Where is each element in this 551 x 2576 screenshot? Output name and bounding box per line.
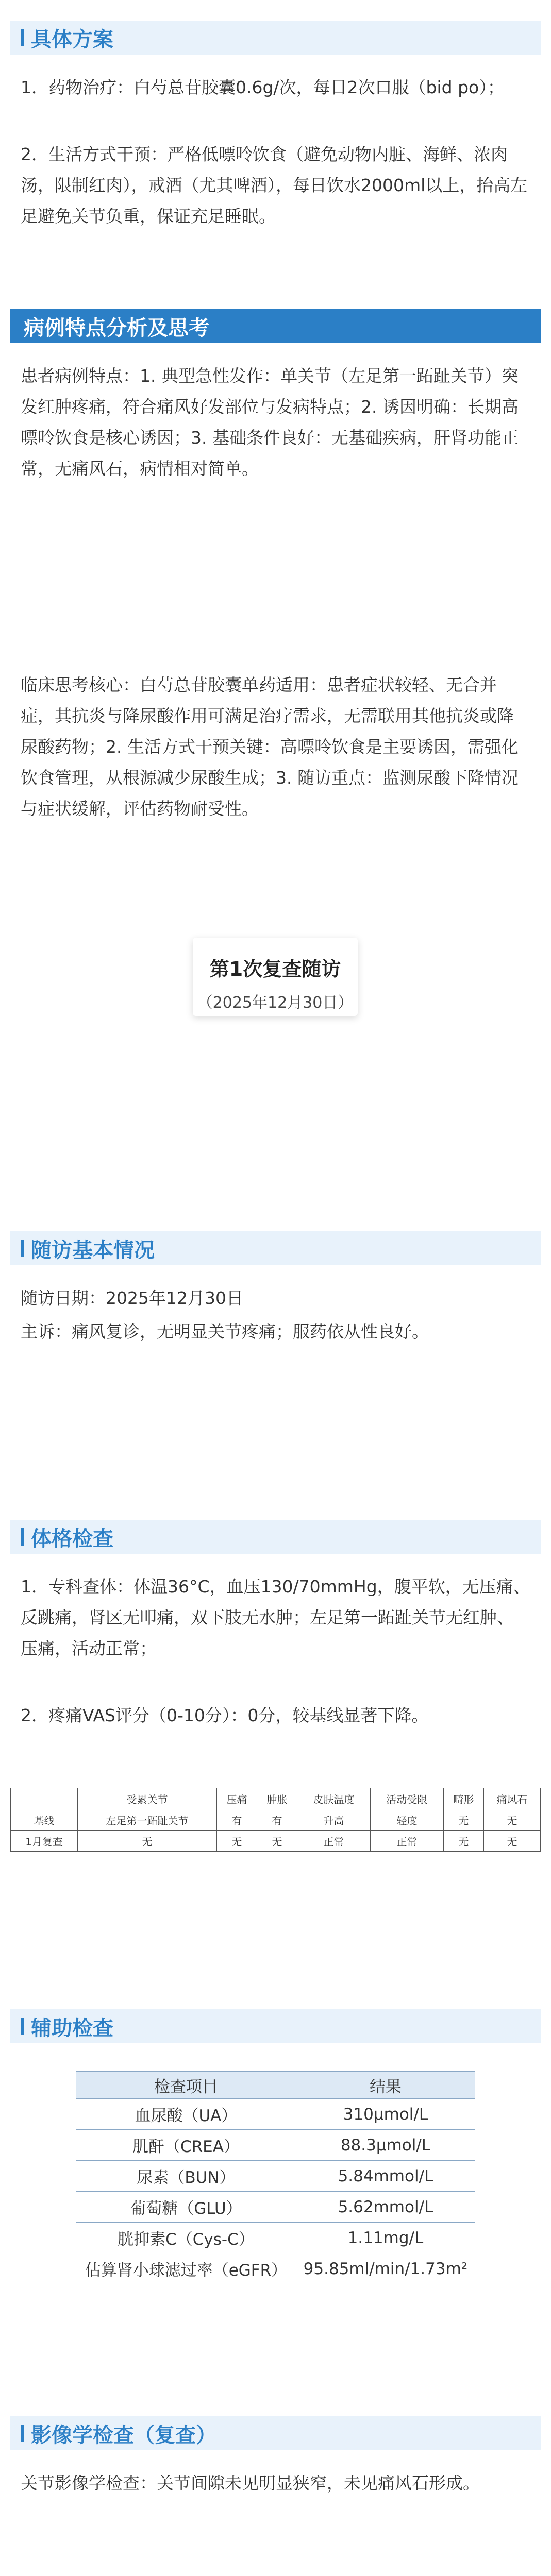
table-header-cell: 畸形 (443, 1788, 483, 1809)
followup-date: 随访日期：2025年12月30日 (21, 1288, 243, 1308)
table-cell: 升高 (297, 1809, 371, 1831)
exam-item-1: 1．专科查体：体温36°C，血压130/70mmHg，腹平软，无压痛、反跳痛，肾区无叩痛，双下肢无水肿；左足第一跖趾关节无红肿、压痛，活动正常； (21, 1577, 530, 1658)
table-header-cell: 压痛 (216, 1788, 257, 1809)
analysis-paragraph-1: 患者病例特点：1. 典型急性发作：单关节（左足第一跖趾关节）突发红肿疼痛，符合痛风好发部位与发病特点；2. 诱因明确：长期高嘌呤饮食是核心诱因；3. 基础条件良好：无基础疾病，肝肾功能正常，无痛风石，病情相对简单。 (21, 366, 519, 479)
plan-item-2: 2．生活方式干预：严格低嘌呤饮食（避免动物内脏、海鲜、浓肉汤，限制红肉），戒酒（尤其啤酒），每日饮水2000ml以上，抬高左足避免关节负重，保证充足睡眠。 (21, 144, 528, 226)
table-header-row (11, 1788, 541, 1809)
section-title-exam (10, 1520, 541, 1554)
table-cell: 估算肾小球滤过率（eGFR） (76, 2253, 296, 2284)
table-cell: 肌酐（CREA） (76, 2130, 296, 2161)
visit-date: （2025年12月30日） (197, 994, 354, 1012)
table-header-cell: 活动受限 (370, 1788, 443, 1809)
table-header-cell: 肿胀 (257, 1788, 297, 1809)
table-cell: 1.11mg/L (296, 2223, 475, 2253)
table-header-cell (11, 1788, 78, 1809)
table-header-cell: 检查项目 (76, 2072, 296, 2099)
table-cell: 有 (257, 1809, 297, 1831)
table-header-row (76, 2072, 475, 2099)
exam-item-2: 2．疼痛VAS评分（0-10分）：0分，较基线显著下降。 (21, 1705, 429, 1725)
table-cell: 葡萄糖（GLU） (76, 2192, 296, 2223)
table-cell: 血尿酸（UA） (76, 2099, 296, 2130)
table-cell: 基线 (11, 1809, 78, 1831)
section-title-aux (10, 2009, 541, 2043)
table-row (76, 2192, 475, 2223)
section-title-text: 病例特点分析及思考 (24, 316, 209, 340)
plan-item-1: 1．药物治疗：白芍总苷胶囊0.6g/次，每日2次口服（bid po）； (21, 77, 505, 97)
table-cell: 310μmol/L (296, 2099, 475, 2130)
section-title-text: 体格检查 (31, 1527, 113, 1551)
table-cell: 轻度 (370, 1809, 443, 1831)
table-header-cell: 痛风石 (483, 1788, 540, 1809)
section-title-text: 随访基本情况 (31, 1238, 155, 1262)
table-cell: 无 (443, 1809, 483, 1831)
table-cell: 1月复查 (11, 1831, 78, 1852)
exam-comparison-table (10, 1788, 541, 1852)
table-cell: 无 (216, 1831, 257, 1852)
table-cell: 尿素（BUN） (76, 2161, 296, 2192)
section-title-imaging (10, 2416, 541, 2450)
table-cell: 无 (257, 1831, 297, 1852)
section-title-text: 影像学检查（复查） (31, 2423, 216, 2447)
table-cell: 胱抑素C（Cys-C） (76, 2223, 296, 2253)
section-title-text: 辅助检查 (31, 2016, 113, 2040)
section-title-analysis (10, 309, 541, 343)
table-row (76, 2161, 475, 2192)
section-title-text: 具体方案 (31, 27, 113, 52)
table-row (76, 2099, 475, 2130)
table-row (76, 2253, 475, 2284)
table-cell: 无 (483, 1831, 540, 1852)
table-row (11, 1809, 541, 1831)
table-cell: 95.85ml/min/1.73m² (296, 2253, 475, 2284)
visit-title: 第1次复查随访 (209, 958, 341, 980)
table-cell: 无 (483, 1809, 540, 1831)
lab-results-table (76, 2071, 475, 2284)
table-cell: 有 (216, 1809, 257, 1831)
imaging-text: 关节影像学检查：关节间隙未见明显狭窄，未见痛风石形成。 (21, 2473, 480, 2493)
table-cell: 5.62mmol/L (296, 2192, 475, 2223)
table-cell: 正常 (370, 1831, 443, 1852)
table-cell: 左足第一跖趾关节 (78, 1809, 216, 1831)
analysis-paragraph-2: 临床思考核心：白芍总苷胶囊单药适用：患者症状较轻、无合并症，其抗炎与降尿酸作用可满足治疗需求，无需联用其他抗炎或降尿酸药物；2. 生活方式干预关键：高嘌呤饮食是主要诱因，需强化饮食管理，从根源减少尿酸生成；3. 随访重点：监测尿酸下降情况与症状缓解，评估药物耐受性。 (21, 675, 519, 819)
section-title-plan (10, 21, 541, 55)
table-row (76, 2130, 475, 2161)
table-row (11, 1831, 541, 1852)
table-header-cell: 结果 (296, 2072, 475, 2099)
visit-card (193, 938, 358, 1016)
section-title-followup (10, 1231, 541, 1265)
followup-complaint: 主诉：痛风复诊，无明显关节疼痛；服药依从性良好。 (21, 1321, 429, 1342)
table-cell: 无 (443, 1831, 483, 1852)
table-header-cell: 皮肤温度 (297, 1788, 371, 1809)
table-cell: 88.3μmol/L (296, 2130, 475, 2161)
table-cell: 正常 (297, 1831, 371, 1852)
table-cell: 5.84mmol/L (296, 2161, 475, 2192)
table-row (76, 2223, 475, 2253)
table-cell: 无 (78, 1831, 216, 1852)
table-header-cell: 受累关节 (78, 1788, 216, 1809)
